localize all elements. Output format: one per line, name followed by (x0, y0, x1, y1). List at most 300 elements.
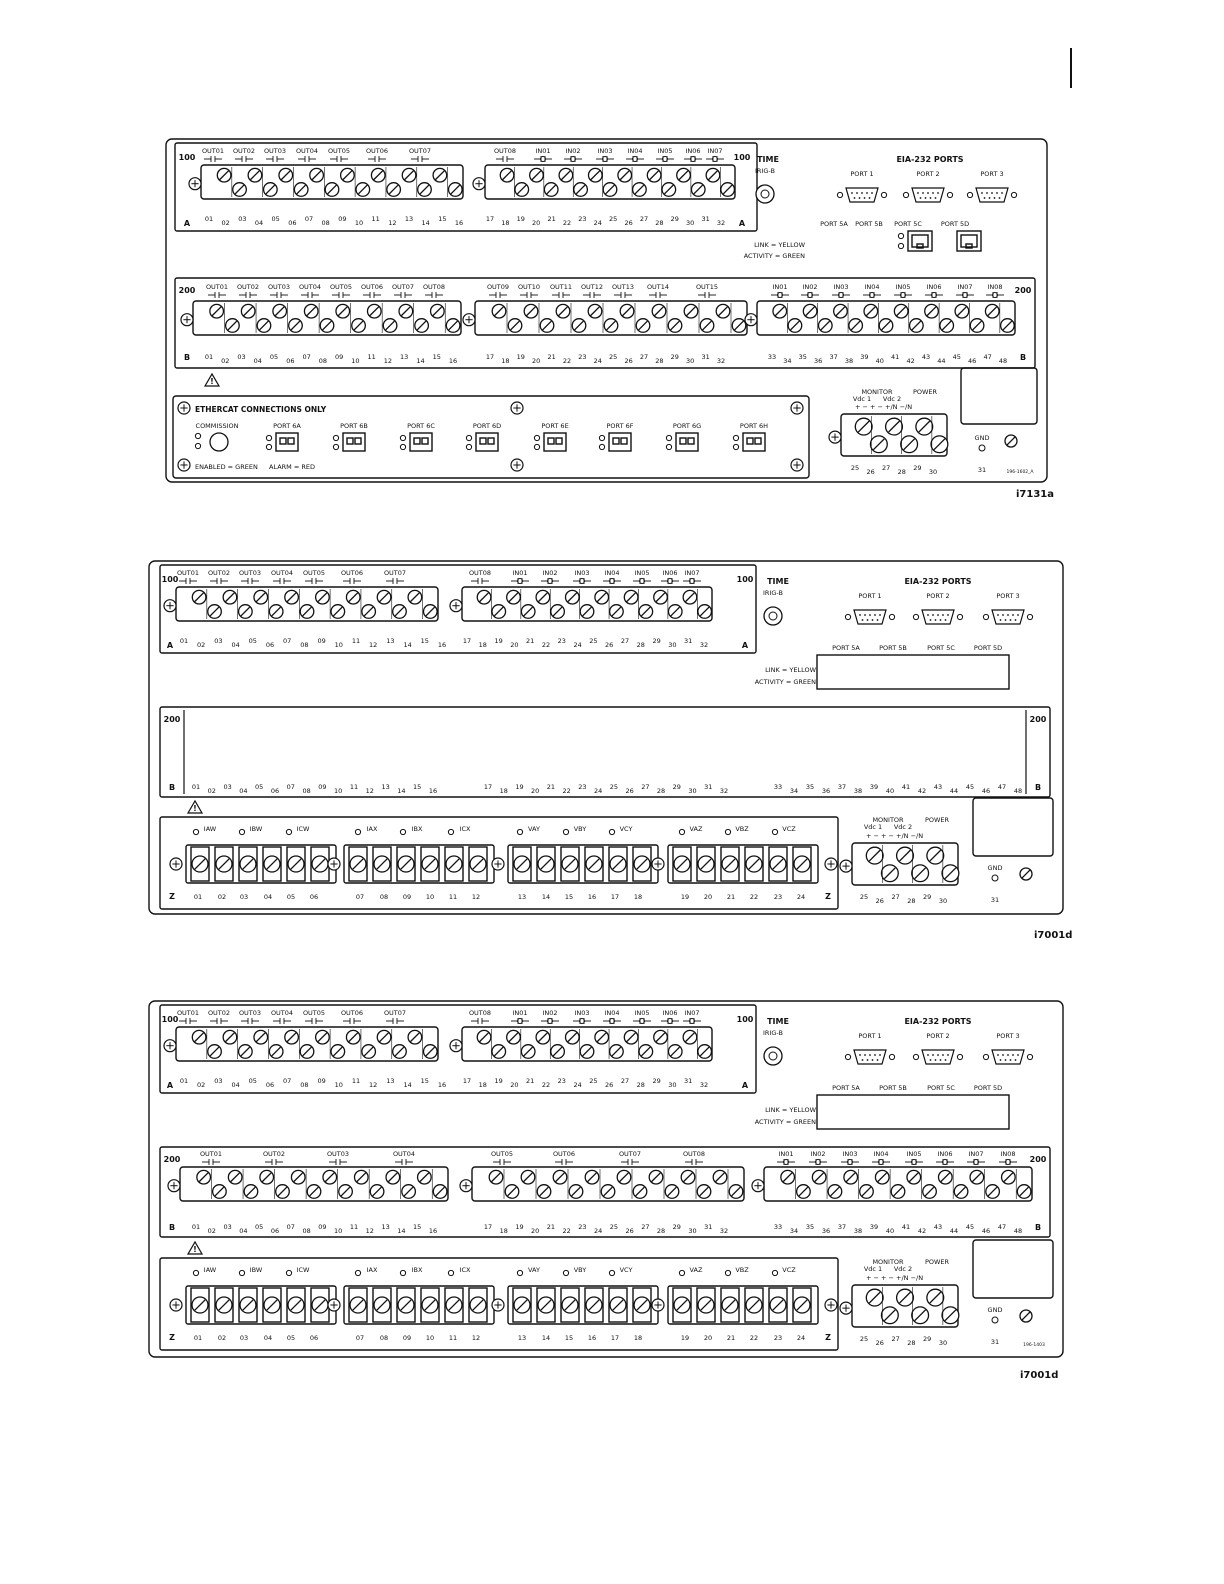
terminal-number: 28 (636, 1081, 645, 1089)
terminal-number: 18 (478, 1081, 487, 1089)
db9-pin (1012, 1054, 1014, 1056)
terminal-number: 44 (937, 357, 946, 365)
contact-label: OUT02 (262, 1150, 286, 1158)
db9-screw (903, 192, 908, 197)
db9-pin (869, 1054, 871, 1056)
row-code-100: 100 (161, 575, 179, 584)
ethercat-port-icon (609, 433, 631, 451)
terminal-number: 04 (253, 357, 262, 365)
input-channel-label: VBY (573, 1266, 587, 1274)
pin (347, 438, 353, 444)
row-code-100: 100 (178, 153, 196, 162)
ethernet-port-label: PORT 5C (927, 1084, 955, 1092)
terminal-number: 34 (789, 787, 799, 795)
terminal-number: 20 (510, 641, 519, 649)
polarity-marks: + − + − +/N −/N (866, 1274, 924, 1282)
terminal-number: 16 (428, 1227, 438, 1235)
terminal-number: 07 (355, 893, 365, 901)
terminal-number: 21 (546, 783, 556, 791)
terminal-number: 15 (432, 353, 441, 361)
terminal-number: 16 (587, 1334, 597, 1342)
bnc-core (769, 1052, 777, 1060)
pin (548, 438, 554, 444)
terminal-number: 27 (639, 215, 649, 223)
db9-pin (877, 619, 879, 621)
db9-pin (997, 614, 999, 616)
contact-label: OUT05 (302, 569, 326, 577)
vdc1-label: Vdc 1 (863, 823, 883, 831)
contact-label: OUT12 (580, 283, 604, 291)
terminal-number: 19 (680, 1334, 690, 1342)
terminal-number: 23 (773, 1334, 783, 1342)
contact-label: OUT05 (327, 147, 351, 155)
db9-connector-icon (912, 188, 944, 202)
pin (680, 438, 686, 444)
input-channel-label: IAW (203, 1266, 217, 1274)
db9-screw (967, 192, 972, 197)
db9-pin (935, 197, 937, 199)
row-letter-b-right: B (1019, 353, 1027, 362)
contact-label: IN01 (772, 283, 788, 291)
polarity-dot (517, 829, 522, 834)
rj45-inner (912, 235, 928, 247)
db9-pin (864, 614, 866, 616)
terminal-number: 20 (531, 1227, 540, 1235)
contact-label: OUT06 (360, 283, 384, 291)
terminal-number: 20 (531, 787, 540, 795)
db9-pin (1010, 619, 1012, 621)
terminal-number: 42 (917, 1227, 927, 1235)
led-icon (195, 433, 200, 438)
contact-label: IN02 (802, 283, 818, 291)
terminal-number: 12 (365, 787, 374, 795)
terminal-number: 07 (286, 1223, 295, 1231)
terminal-number: 20 (703, 893, 713, 901)
terminal-number: 13 (404, 215, 414, 223)
input-channel-label: ICX (459, 1266, 471, 1274)
figure-id-1: i7131a (1016, 489, 1055, 500)
polarity-dot (609, 1270, 614, 1275)
terminal-number: 30 (928, 468, 938, 476)
terminal-number: 16 (437, 641, 447, 649)
db9-pin (994, 197, 996, 199)
terminal-number: 15 (564, 1334, 574, 1342)
terminal-number: 08 (318, 357, 328, 365)
terminal-number: 18 (499, 787, 508, 795)
terminal-number: 03 (237, 353, 246, 361)
contact-label: IN04 (604, 569, 620, 577)
terminal-number: 19 (515, 783, 524, 791)
terminal-number: 30 (668, 1081, 677, 1089)
db9-pin (930, 619, 932, 621)
db9-pin (1000, 1059, 1002, 1061)
terminal-number: 29 (652, 637, 661, 645)
db9-pin (1012, 614, 1014, 616)
contact-label: OUT02 (207, 1009, 231, 1017)
terminal-number: 11 (349, 783, 359, 791)
row-letter-z-right: Z (825, 1333, 831, 1342)
db9-pin (872, 1059, 874, 1061)
contact-label: IN04 (604, 1009, 620, 1017)
terminal-number: 18 (499, 1227, 508, 1235)
terminal-number: 48 (1013, 1227, 1023, 1235)
bnc-core (761, 190, 769, 198)
terminal-number: 29 (923, 893, 932, 901)
ethercat-port-icon (343, 433, 365, 451)
contact-label: IN05 (906, 1150, 922, 1158)
terminal-number: 21 (526, 637, 535, 645)
contact-label: IN04 (864, 283, 880, 291)
row-code-200: 200 (178, 286, 196, 295)
terminal-number: 22 (562, 787, 571, 795)
terminal-number: 11 (351, 1077, 361, 1085)
db9-pin (867, 619, 869, 621)
rear-panel-1 (165, 138, 1049, 484)
terminal-number: 21 (726, 1334, 736, 1342)
db9-pin (879, 1054, 881, 1056)
contact-label: IN06 (926, 283, 942, 291)
input-channel-label: VAZ (689, 1266, 703, 1274)
terminal-number: 14 (416, 357, 425, 365)
contact-label: IN07 (957, 283, 973, 291)
led-icon (666, 444, 671, 449)
terminal-number: 18 (633, 1334, 643, 1342)
page-marker-bar (1070, 48, 1072, 88)
irig-label: IRIG-B (763, 589, 783, 597)
input-channel-label: IBX (411, 825, 423, 833)
activity-note: ACTIVITY = GREEN (754, 1118, 816, 1126)
terminal-number: 45 (952, 353, 961, 361)
row-letter-a-right: A (738, 219, 746, 228)
terminal-number: 29 (923, 1335, 932, 1343)
terminal-number: 03 (214, 637, 223, 645)
led-icon (266, 435, 271, 440)
terminal-number: 09 (318, 1223, 327, 1231)
db9-pin (871, 192, 873, 194)
eia-232-title: EIA-232 PORTS (896, 155, 964, 164)
terminal-number: 20 (703, 1334, 713, 1342)
terminal-number: 11 (448, 893, 458, 901)
eia-port-label: PORT 1 (858, 1032, 882, 1040)
input-channel-label: IBW (249, 825, 263, 833)
terminal-number: 03 (214, 1077, 223, 1085)
polarity-dot (239, 1270, 244, 1275)
vdc1-label: Vdc 1 (863, 1265, 883, 1273)
terminal-number: 29 (652, 1077, 661, 1085)
db9-screw (845, 1054, 850, 1059)
db9-connector-icon (922, 1050, 954, 1064)
terminal-number: 44 (949, 1227, 959, 1235)
row-letter-z-right: Z (825, 892, 831, 901)
ethercat-port-icon (676, 433, 698, 451)
db9-pin (947, 614, 949, 616)
terminal-number: 14 (397, 787, 406, 795)
db9-pin (874, 1054, 876, 1056)
terminal-number: 08 (379, 1334, 389, 1342)
db9-pin (925, 197, 927, 199)
terminal-number: 39 (860, 353, 869, 361)
terminal-number: 33 (773, 783, 783, 791)
rear-panel-2 (148, 560, 1064, 915)
terminal-number: 06 (270, 1227, 280, 1235)
contact-label: IN06 (937, 1150, 953, 1158)
db9-pin (986, 192, 988, 194)
input-channel-label: VBZ (735, 1266, 749, 1274)
terminal-number: 01 (204, 353, 214, 361)
contact-label: OUT03 (263, 147, 287, 155)
terminal-number: 31 (704, 1223, 713, 1231)
terminal-number: 09 (338, 215, 347, 223)
terminal-number: 10 (334, 641, 343, 649)
vdc2-label: Vdc 2 (893, 823, 913, 831)
terminal-number: 08 (302, 787, 311, 795)
contact-label: OUT10 (517, 283, 541, 291)
terminal-number: 30 (686, 357, 695, 365)
terminal-number: 08 (300, 641, 309, 649)
terminal-number: 10 (351, 357, 360, 365)
db9-connector-icon (846, 188, 878, 202)
terminal-number: 30 (668, 641, 677, 649)
input-channel-label: IBW (249, 1266, 263, 1274)
pin (422, 438, 428, 444)
terminal-number: 32 (719, 1227, 729, 1235)
terminal-number: 18 (633, 893, 643, 901)
terminal-number: 43 (921, 353, 931, 361)
terminal-number: 17 (462, 637, 472, 645)
terminal-number: 32 (716, 219, 726, 227)
terminal-number: 04 (239, 1227, 248, 1235)
terminal-number: 13 (400, 353, 409, 361)
terminal-number: 40 (875, 357, 884, 365)
terminal-number: 30 (686, 219, 695, 227)
terminal-number: 32 (719, 787, 729, 795)
db9-pin (874, 614, 876, 616)
terminal-number: 37 (837, 1223, 847, 1231)
terminal-number: 23 (557, 1077, 566, 1085)
terminal-number: 39 (869, 783, 879, 791)
eia-port-label: PORT 3 (996, 592, 1020, 600)
terminal-number: 41 (891, 353, 900, 361)
db9-pin (1005, 1059, 1007, 1061)
terminal-number: 45 (965, 1223, 975, 1231)
terminal-number: 27 (882, 464, 891, 472)
ground-symbol-icon (992, 1317, 998, 1323)
db9-pin (862, 619, 864, 621)
contact-label: OUT07 (618, 1150, 642, 1158)
terminal-number: 25 (850, 464, 860, 472)
ethernet-port-label: PORT 5B (855, 220, 883, 228)
contact-label: OUT01 (205, 283, 229, 291)
db9-pin (935, 1059, 937, 1061)
db9-pin (1015, 1059, 1017, 1061)
ethernet-port-cover (817, 1095, 1009, 1129)
nameplate-blank (961, 368, 1037, 424)
drawing-code: 196-1403 (1023, 1343, 1045, 1348)
terminal-number: 38 (853, 1227, 863, 1235)
contact-label: OUT03 (267, 283, 291, 291)
terminal-number: 02 (207, 787, 216, 795)
input-channel-label: IAX (366, 825, 378, 833)
contact-label: OUT02 (207, 569, 231, 577)
contact-label: IN08 (1000, 1150, 1016, 1158)
terminal-number: 19 (516, 353, 525, 361)
led-icon (195, 443, 200, 448)
db9-pin (1017, 1054, 1019, 1056)
db9-pin (927, 1054, 929, 1056)
row-letter-b: B (168, 783, 176, 792)
db9-pin (1001, 192, 1003, 194)
db9-connector-icon (976, 188, 1008, 202)
enabled-note: ENABLED = GREEN (195, 463, 258, 471)
contact-label: OUT05 (490, 1150, 514, 1158)
db9-pin (935, 619, 937, 621)
ethercat-port-icon (743, 433, 765, 451)
contact-label: OUT04 (295, 147, 319, 155)
terminal-number: 28 (907, 1339, 916, 1347)
ethercat-port-label: PORT 6H (739, 422, 769, 430)
db9-pin (1015, 619, 1017, 621)
db9-pin (927, 614, 929, 616)
terminal-number: 22 (749, 893, 759, 901)
row-letter-z: Z (169, 892, 175, 901)
vdc2-label: Vdc 2 (893, 1265, 913, 1273)
ethercat-port-label: PORT 6G (672, 422, 702, 430)
terminal-number: 17 (483, 783, 493, 791)
row-code-200: 200 (163, 715, 181, 724)
terminal-number: 16 (454, 219, 464, 227)
terminal-number: 15 (413, 783, 422, 791)
led-icon (466, 444, 471, 449)
pin (556, 438, 562, 444)
input-channel-label: VCZ (782, 825, 796, 833)
ground-symbol-icon (979, 445, 985, 451)
contact-label: OUT03 (238, 1009, 262, 1017)
terminal-number: 24 (573, 1081, 582, 1089)
input-channel-label: ICW (296, 825, 310, 833)
terminal-number: 21 (547, 353, 556, 361)
db9-screw (957, 614, 962, 619)
terminal-number: 46 (981, 1227, 991, 1235)
db9-pin (920, 197, 922, 199)
terminal-number: 32 (716, 357, 726, 365)
ethernet-port-label: PORT 5A (832, 644, 860, 652)
terminal-number: 03 (223, 1223, 232, 1231)
led-icon (733, 444, 738, 449)
contact-label: OUT08 (682, 1150, 706, 1158)
pin (755, 438, 761, 444)
contact-label: IN06 (685, 147, 701, 155)
terminal-number: 16 (448, 357, 458, 365)
terminal-number: 47 (997, 783, 1007, 791)
terminal-number: 28 (897, 468, 906, 476)
terminal-number: 02 (217, 1334, 227, 1342)
eia-port-label: PORT 2 (916, 170, 940, 178)
terminal-number: 37 (837, 783, 847, 791)
terminal-number: 13 (381, 783, 390, 791)
terminal-number: 13 (517, 893, 527, 901)
terminal-number: 38 (844, 357, 854, 365)
terminal-number: 06 (265, 1081, 275, 1089)
irig-label: IRIG-B (763, 1029, 783, 1037)
ethercat-port-icon (544, 433, 566, 451)
eia-232-title: EIA-232 PORTS (904, 1017, 972, 1026)
terminal-number: 29 (913, 464, 922, 472)
terminal-number: 13 (517, 1334, 527, 1342)
db9-pin (930, 197, 932, 199)
eia-port-label: PORT 3 (996, 1032, 1020, 1040)
terminal-number: 48 (1013, 787, 1023, 795)
terminal-number: 12 (471, 893, 481, 901)
pin (280, 438, 286, 444)
input-channel-label: ICW (296, 1266, 310, 1274)
terminal-number: 07 (286, 783, 295, 791)
db9-screw (913, 1054, 918, 1059)
led-icon (400, 444, 405, 449)
contact-label: OUT06 (340, 569, 364, 577)
terminal-number: 07 (283, 1077, 292, 1085)
terminal-number: 24 (593, 787, 603, 795)
terminal-number: 24 (593, 357, 602, 365)
gnd-label: GND (987, 864, 1003, 872)
db9-screw (983, 614, 988, 619)
terminal-number: 34 (789, 1227, 799, 1235)
terminal-number: 26 (875, 897, 884, 905)
terminal-number: 02 (197, 1081, 206, 1089)
terminal-number: 35 (798, 353, 807, 361)
terminal-number: 11 (371, 215, 380, 223)
terminal-number: 10 (334, 1081, 343, 1089)
time-label: TIME (757, 155, 779, 164)
row-letter-a: A (183, 219, 191, 228)
contact-label: IN05 (634, 1009, 650, 1017)
pin (688, 438, 694, 444)
terminal-number: 31 (701, 353, 710, 361)
row-letter-a-right: A (741, 1081, 749, 1090)
terminal-number: 09 (402, 893, 412, 901)
led-icon (400, 435, 405, 440)
ethernet-port-label: PORT 5B (879, 644, 907, 652)
db9-pin (997, 1054, 999, 1056)
contact-label: OUT05 (302, 1009, 326, 1017)
eia-port-label: PORT 3 (980, 170, 1004, 178)
terminal-number: 32 (699, 1081, 709, 1089)
db9-pin (940, 619, 942, 621)
db9-connector-icon (992, 1050, 1024, 1064)
ethercat-port-label: PORT 6D (472, 422, 502, 430)
input-channel-label: VAY (528, 1266, 540, 1274)
db9-pin (1007, 614, 1009, 616)
input-channel-label: IAW (203, 825, 217, 833)
row-letter-a: A (166, 641, 174, 650)
terminal-number: 22 (562, 1227, 571, 1235)
terminal-number: 01 (179, 637, 189, 645)
terminal-number: 32 (699, 641, 709, 649)
contact-label: OUT06 (365, 147, 389, 155)
terminal-number: 42 (906, 357, 915, 365)
terminal-number: 31 (704, 783, 713, 791)
terminal-number: 02 (217, 893, 227, 901)
db9-pin (1017, 614, 1019, 616)
ethernet-port-label: PORT 5C (927, 644, 955, 652)
terminal-number: 10 (334, 787, 343, 795)
db9-pin (864, 197, 866, 199)
terminal-number: 18 (501, 357, 510, 365)
contact-label: OUT06 (552, 1150, 576, 1158)
monitor-label: MONITOR (872, 816, 904, 824)
polarity-dot (517, 1270, 522, 1275)
terminal-number: 30 (938, 1339, 948, 1347)
terminal-number: 20 (532, 219, 541, 227)
